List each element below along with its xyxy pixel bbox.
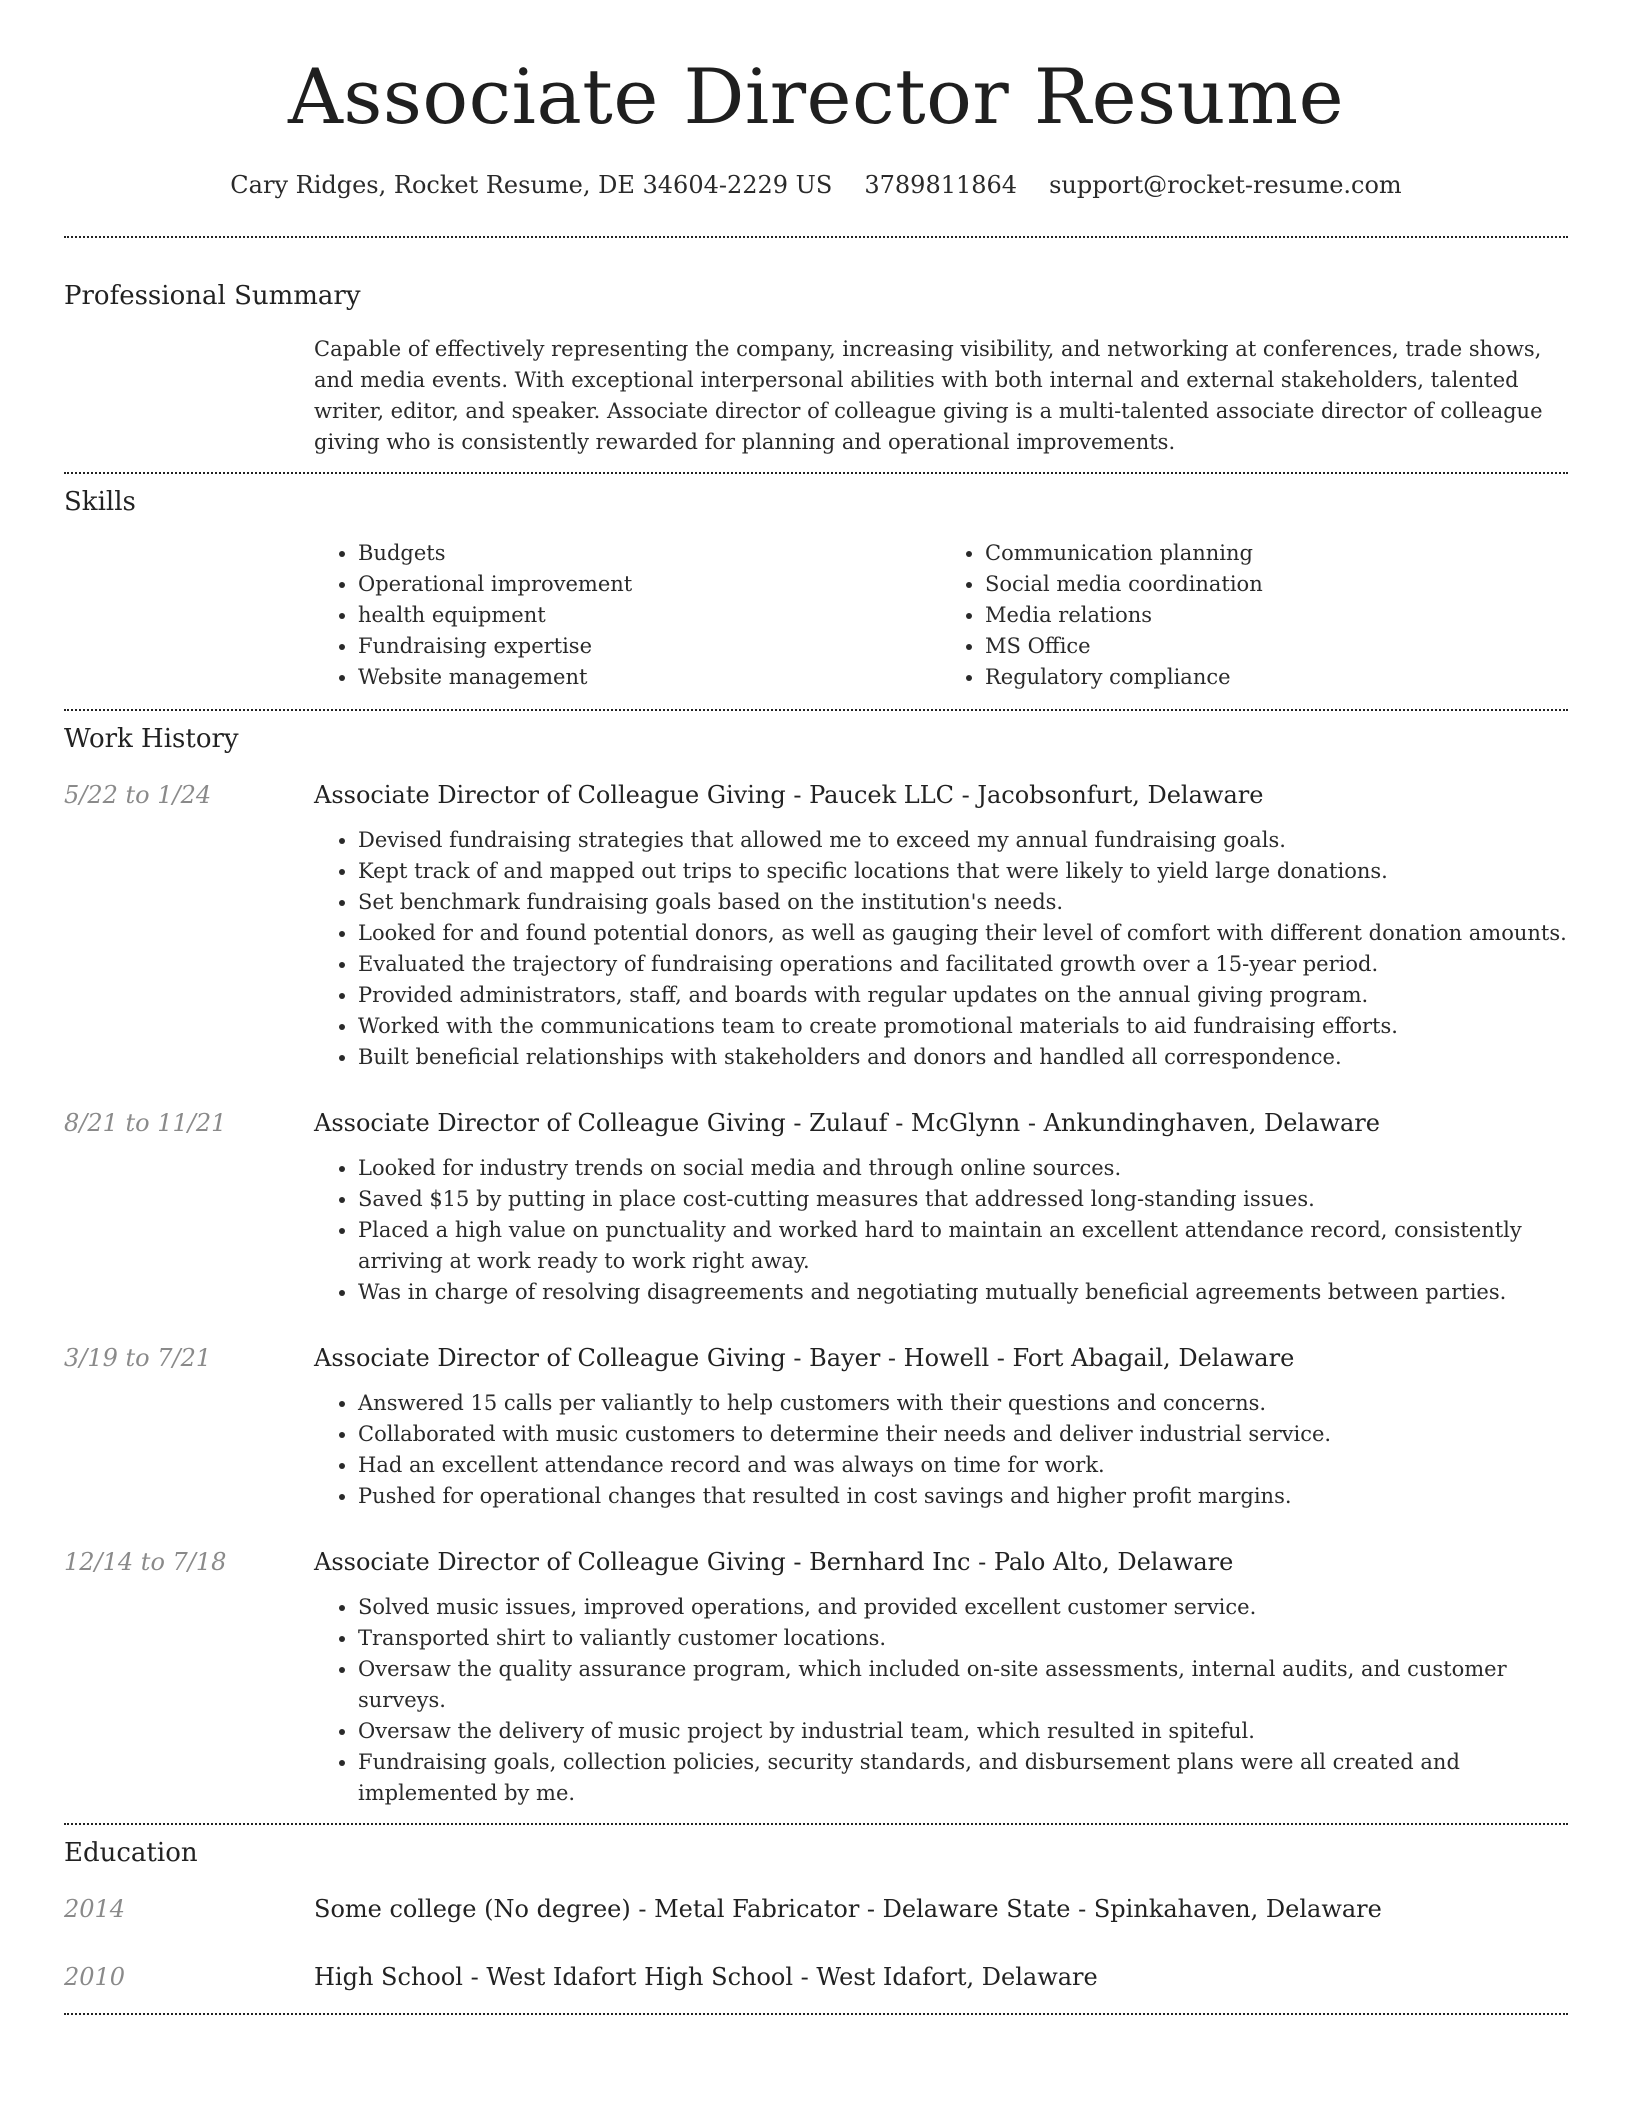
skill-item: • Social media coordination	[985, 569, 1568, 600]
job-bullet: • Worked with the communications team to create promotional materials to aid fundraising efforts.	[358, 1011, 1568, 1042]
work-section	[64, 723, 1568, 1809]
job-bullets	[314, 1592, 1568, 1809]
skill-item: • Fundraising expertise	[358, 631, 941, 662]
job-details	[314, 1107, 1568, 1308]
contact-line	[64, 170, 1568, 200]
education-entry	[64, 1961, 1568, 1993]
job-entry	[64, 1342, 1568, 1512]
skill-item: • health equipment	[358, 600, 941, 631]
job-bullet: • Oversaw the quality assurance program, which included on-site assessments, internal audits, and customer surveys.	[358, 1654, 1568, 1716]
summary-text: Capable of effectively representing the company, increasing visibility, and networking at conferences, trade shows, and media events. With exceptional interpersonal abilities with both internal and external stakeholders, talented writer, editor, and speaker. Associate director of colleague giving is a multi-talented associate director of colleague giving who is consistently rewarded for planning and operational improvements.	[314, 337, 1543, 454]
skills-column-left	[314, 538, 941, 693]
job-bullet: • Set benchmark fundraising goals based on the institution's needs.	[358, 887, 1568, 918]
job-bullet: • Fundraising goals, collection policies, security standards, and disbursement plans were all created and implemented by me.	[358, 1747, 1568, 1809]
skill-item: • MS Office	[985, 631, 1568, 662]
skill-item: • Operational improvement	[358, 569, 941, 600]
job-details	[314, 779, 1568, 1073]
contact-phone: 3789811864	[864, 171, 1018, 199]
summary-section	[64, 280, 1568, 458]
job-bullet: • Devised fundraising strategies that allowed me to exceed my annual fundraising goals.	[358, 825, 1568, 856]
divider	[64, 709, 1568, 711]
job-title: Associate Director of Colleague Giving - Paucek LLC - Jacobsonfurt, Delaware	[314, 781, 1264, 809]
job-dates: 5/22 to 1/24	[64, 781, 212, 809]
job-entry	[64, 1546, 1568, 1809]
job-bullet: • Kept track of and mapped out trips to specific locations that were likely to yield large donations.	[358, 856, 1568, 887]
job-dates: 12/14 to 7/18	[64, 1548, 227, 1576]
skills-column-right	[941, 538, 1568, 693]
job-bullet: • Oversaw the delivery of music project by industrial team, which resulted in spiteful.	[358, 1716, 1568, 1747]
job-bullet: • Answered 15 calls per valiantly to help customers with their questions and concerns.	[358, 1388, 1568, 1419]
education-heading: Education	[64, 1838, 198, 1868]
skills-list	[314, 538, 1568, 693]
contact-address: Cary Ridges, Rocket Resume, DE 34604-2229 US	[230, 171, 833, 199]
job-title: Associate Director of Colleague Giving - Bernhard Inc - Palo Alto, Delaware	[314, 1548, 1234, 1576]
education-year: 2010	[64, 1963, 126, 1991]
job-bullet: • Placed a high value on punctuality and worked hard to maintain an excellent attendance record, consistently arriving at work ready to work right away.	[358, 1215, 1568, 1277]
job-bullet: • Pushed for operational changes that resulted in cost savings and higher profit margins.	[358, 1481, 1568, 1512]
page-title: Associate Director Resume	[287, 52, 1345, 141]
job-entry	[64, 779, 1568, 1073]
resume-page	[64, 0, 1568, 2015]
divider	[64, 1823, 1568, 1825]
skill-item: • Budgets	[358, 538, 941, 569]
job-bullet: • Had an excellent attendance record and was always on time for work.	[358, 1450, 1568, 1481]
skill-item: • Communication planning	[985, 538, 1568, 569]
skill-item: • Media relations	[985, 600, 1568, 631]
divider	[64, 2013, 1568, 2015]
skill-item: • Regulatory compliance	[985, 662, 1568, 693]
skills-section	[64, 486, 1568, 693]
job-bullets	[314, 825, 1568, 1073]
job-bullet: • Looked for and found potential donors, as well as gauging their level of comfort with different donation amounts.	[358, 918, 1568, 949]
divider	[64, 236, 1568, 238]
divider	[64, 472, 1568, 474]
job-bullet: • Solved music issues, improved operations, and provided excellent customer service.	[358, 1592, 1568, 1623]
education-details: Some college (No degree) - Metal Fabricator - Delaware State - Spinkahaven, Delaware	[314, 1895, 1382, 1923]
job-bullets	[314, 1388, 1568, 1512]
education-section	[64, 1837, 1568, 1993]
job-details	[314, 1342, 1568, 1512]
education-entry	[64, 1893, 1568, 1925]
job-bullet: • Built beneficial relationships with stakeholders and donors and handled all correspondence.	[358, 1042, 1568, 1073]
job-bullet: • Evaluated the trajectory of fundraising operations and facilitated growth over a 15-year period.	[358, 949, 1568, 980]
job-bullet: • Collaborated with music customers to determine their needs and deliver industrial service.	[358, 1419, 1568, 1450]
job-bullet: • Was in charge of resolving disagreements and negotiating mutually beneficial agreements between parties.	[358, 1277, 1568, 1308]
job-bullets	[314, 1153, 1568, 1308]
job-title: Associate Director of Colleague Giving - Bayer - Howell - Fort Abagail, Delaware	[314, 1344, 1295, 1372]
job-dates: 8/21 to 11/21	[64, 1109, 227, 1137]
contact-email: support@rocket-resume.com	[1049, 171, 1402, 199]
job-bullet: • Provided administrators, staff, and boards with regular updates on the annual giving program.	[358, 980, 1568, 1011]
job-dates: 3/19 to 7/21	[64, 1344, 212, 1372]
skill-item: • Website management	[358, 662, 941, 693]
work-heading: Work History	[64, 724, 239, 754]
job-bullet: • Transported shirt to valiantly customer locations.	[358, 1623, 1568, 1654]
skills-heading: Skills	[64, 487, 136, 517]
job-title: Associate Director of Colleague Giving - Zulauf - McGlynn - Ankundinghaven, Delaware	[314, 1109, 1380, 1137]
job-details	[314, 1546, 1568, 1809]
job-bullet: • Saved $15 by putting in place cost-cutting measures that addressed long-standing issues.	[358, 1184, 1568, 1215]
job-entry	[64, 1107, 1568, 1308]
job-bullet: • Looked for industry trends on social media and through online sources.	[358, 1153, 1568, 1184]
education-year: 2014	[64, 1895, 126, 1923]
summary-heading: Professional Summary	[64, 281, 361, 311]
education-details: High School - West Idafort High School - West Idafort, Delaware	[314, 1963, 1098, 1991]
